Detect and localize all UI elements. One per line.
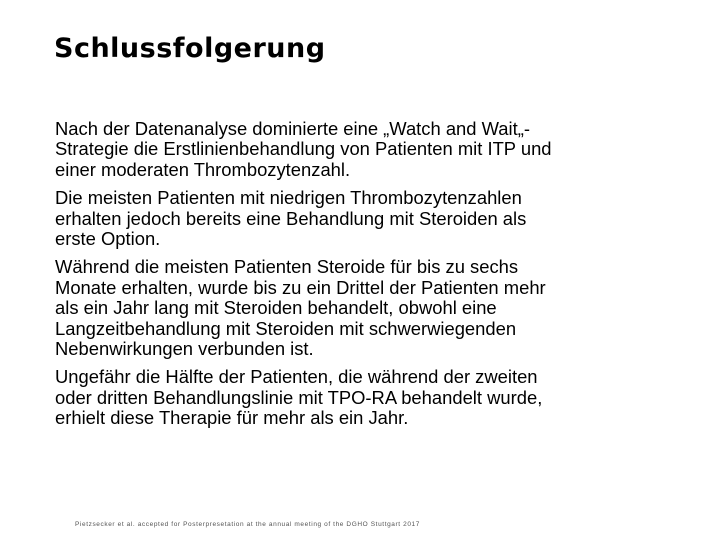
paragraph-steroids-first-option [55,188,665,249]
slide-footer-citation: Pietzsecker et al. accepted for Posterpresetation at the annual meeting of the DGHO Stuttgart 2017 [75,521,420,528]
paragraph-line: erhalten jedoch bereits eine Behandlung mit Steroiden als [55,207,527,229]
paragraph-line: einer moderaten Thrombozytenzahl. [55,158,351,180]
paragraph-line: Ungefähr die Hälfte der Patienten, die während der zweiten [55,366,538,388]
paragraph-watch-and-wait [55,119,665,180]
paragraph-line: Nebenwirkungen verbunden ist. [55,338,314,360]
paragraph-line: Nach der Datenanalyse dominierte eine „Watch and Wait„- [55,118,530,139]
slide-title: Schlussfolgerung [54,33,326,64]
paragraph-line: Während die meisten Patienten Steroide für bis zu sechs [55,256,519,278]
paragraph-line: erste Option. [55,228,161,250]
paragraph-line: Monate erhalten, wurde bis zu ein Drittel der Patienten mehr [55,276,546,298]
paragraph-line: Die meisten Patienten mit niedrigen Thrombozytenzahlen [55,187,522,209]
paragraph-line: Strategie die Erstlinienbehandlung von Patienten mit ITP und [55,138,552,160]
paragraph-line: erhielt diese Therapie für mehr als ein Jahr. [55,407,409,429]
paragraph-line: als ein Jahr lang mit Steroiden behandelt, obwohl eine [55,297,497,319]
paragraph-steroid-duration [55,257,665,359]
paragraph-tpo-ra [55,367,665,428]
slide-body [55,119,665,437]
paragraph-line: oder dritten Behandlungslinie mit TPO-RA behandelt wurde, [55,386,543,408]
paragraph-line: Langzeitbehandlung mit Steroiden mit schwerwiegenden [55,317,517,339]
